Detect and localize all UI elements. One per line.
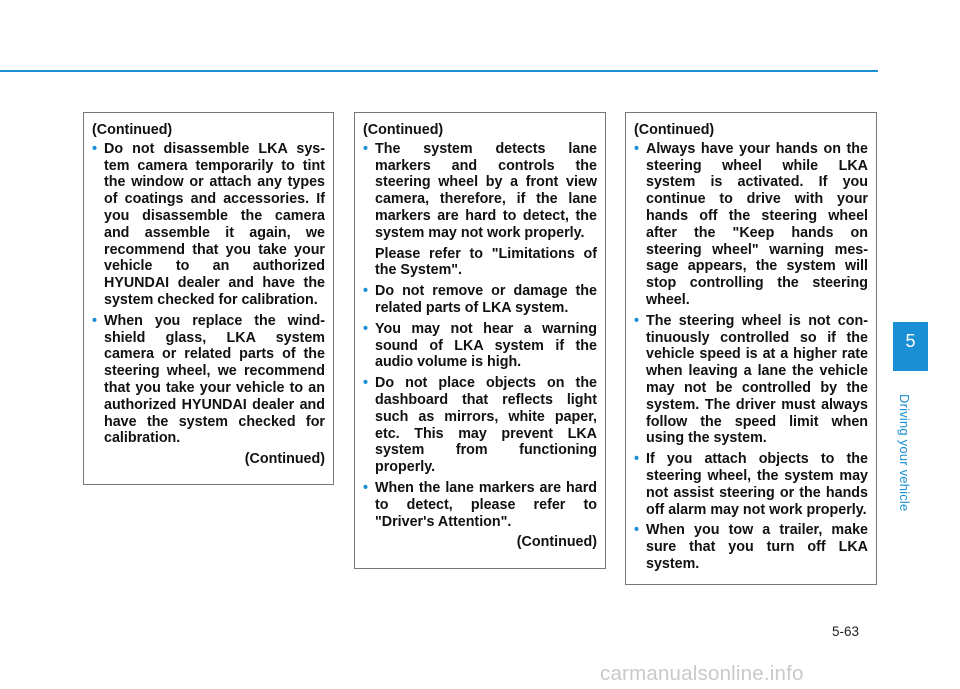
- bullet-icon: •: [363, 479, 369, 496]
- bullet-icon: •: [634, 451, 640, 468]
- warning-text: Do not place objects on the dashboard that reflects light such as mirrors, white paper, etc. This may prevent LKA system from functioning properly.: [375, 375, 597, 476]
- warning-item: [363, 283, 597, 317]
- continued-label-top: (Continued): [92, 122, 173, 138]
- continued-label-top: (Continued): [363, 122, 444, 138]
- warning-text: If you attach objects to the steering wheel, the system may not assist steering or the hands off alarm may not work properly.: [646, 451, 868, 518]
- bullet-icon: •: [363, 283, 369, 300]
- bullet-icon: •: [634, 140, 640, 157]
- bullet-icon: •: [363, 375, 369, 392]
- header-rule: [0, 70, 878, 72]
- warning-item: [92, 141, 325, 309]
- warning-box-2: [354, 112, 606, 569]
- warning-text: The system detects lane markers and controls the steering wheel by a front view camera, therefore, if the lane markers are hard to detect, the system may not work properly.: [375, 140, 597, 241]
- warning-item: [363, 141, 597, 279]
- warning-list: [634, 141, 868, 573]
- warning-item: [363, 321, 597, 371]
- continued-label-bottom: (Continued): [244, 451, 325, 468]
- warning-item: [92, 313, 325, 447]
- watermark: carmanualsonline.info: [600, 662, 804, 685]
- warning-text: Do not disassemble LKA system camera temporarily to tint the window or attach any types of coatings and accessories. If you disassemble the camera and assemble it again, we recommend that you take your vehicle to an authorized HYUNDAI dealer and have the system checked for calibration.: [104, 140, 325, 308]
- continued-label-bottom: (Continued): [516, 534, 597, 551]
- warning-box-3: [625, 112, 877, 585]
- warning-item: [363, 480, 597, 530]
- warning-text: When you tow a trailer, make sure that you turn off LKA system.: [646, 522, 868, 572]
- warning-text: Please refer to "Limitations of the System".: [375, 245, 597, 279]
- warning-text: The steering wheel is not continuously controlled so if the vehicle speed is at a higher rate when leaving a lane the vehicle may not be controlled by the system. The driver must always follow the speed limit when using the system.: [646, 312, 868, 447]
- page-number: 5-63: [832, 624, 860, 639]
- warning-text: Do not remove or damage the related parts of LKA system.: [375, 283, 597, 316]
- warning-item: [634, 313, 868, 447]
- bullet-icon: •: [634, 522, 640, 539]
- bullet-icon: •: [92, 312, 98, 329]
- warning-text: You may not hear a warning sound of LKA system if the audio volume is high.: [375, 320, 597, 371]
- warning-text: Always have your hands on the steering wheel while LKA system is activated. If you continue to drive with your hands off the steering wheel after the "Keep hands on steering wheel" warning message appears, the system will stop controlling the steering wheel.: [646, 140, 868, 308]
- warning-item: [363, 375, 597, 476]
- warning-text: When you replace the windshield glass, LKA system camera or related parts of the steering wheel, we recommend that you take your vehicle to an authorized HYUNDAI dealer and have the system checked for calibration.: [104, 312, 325, 447]
- warning-item: [634, 451, 868, 518]
- warning-list: [363, 141, 597, 531]
- bullet-icon: •: [634, 312, 640, 329]
- chapter-number: 5: [905, 331, 916, 351]
- warning-text: When the lane markers are hard to detect, please refer to "Driver's Attention".: [375, 479, 597, 530]
- bullet-icon: •: [363, 320, 369, 337]
- warning-list: [92, 141, 325, 447]
- bullet-icon: •: [92, 140, 98, 157]
- warning-item: [634, 141, 868, 309]
- chapter-label: Driving your vehicle: [897, 394, 912, 512]
- bullet-icon: •: [363, 140, 369, 157]
- warning-item: [634, 522, 868, 572]
- warning-box-1: [83, 112, 334, 485]
- continued-label-top: (Continued): [634, 122, 715, 138]
